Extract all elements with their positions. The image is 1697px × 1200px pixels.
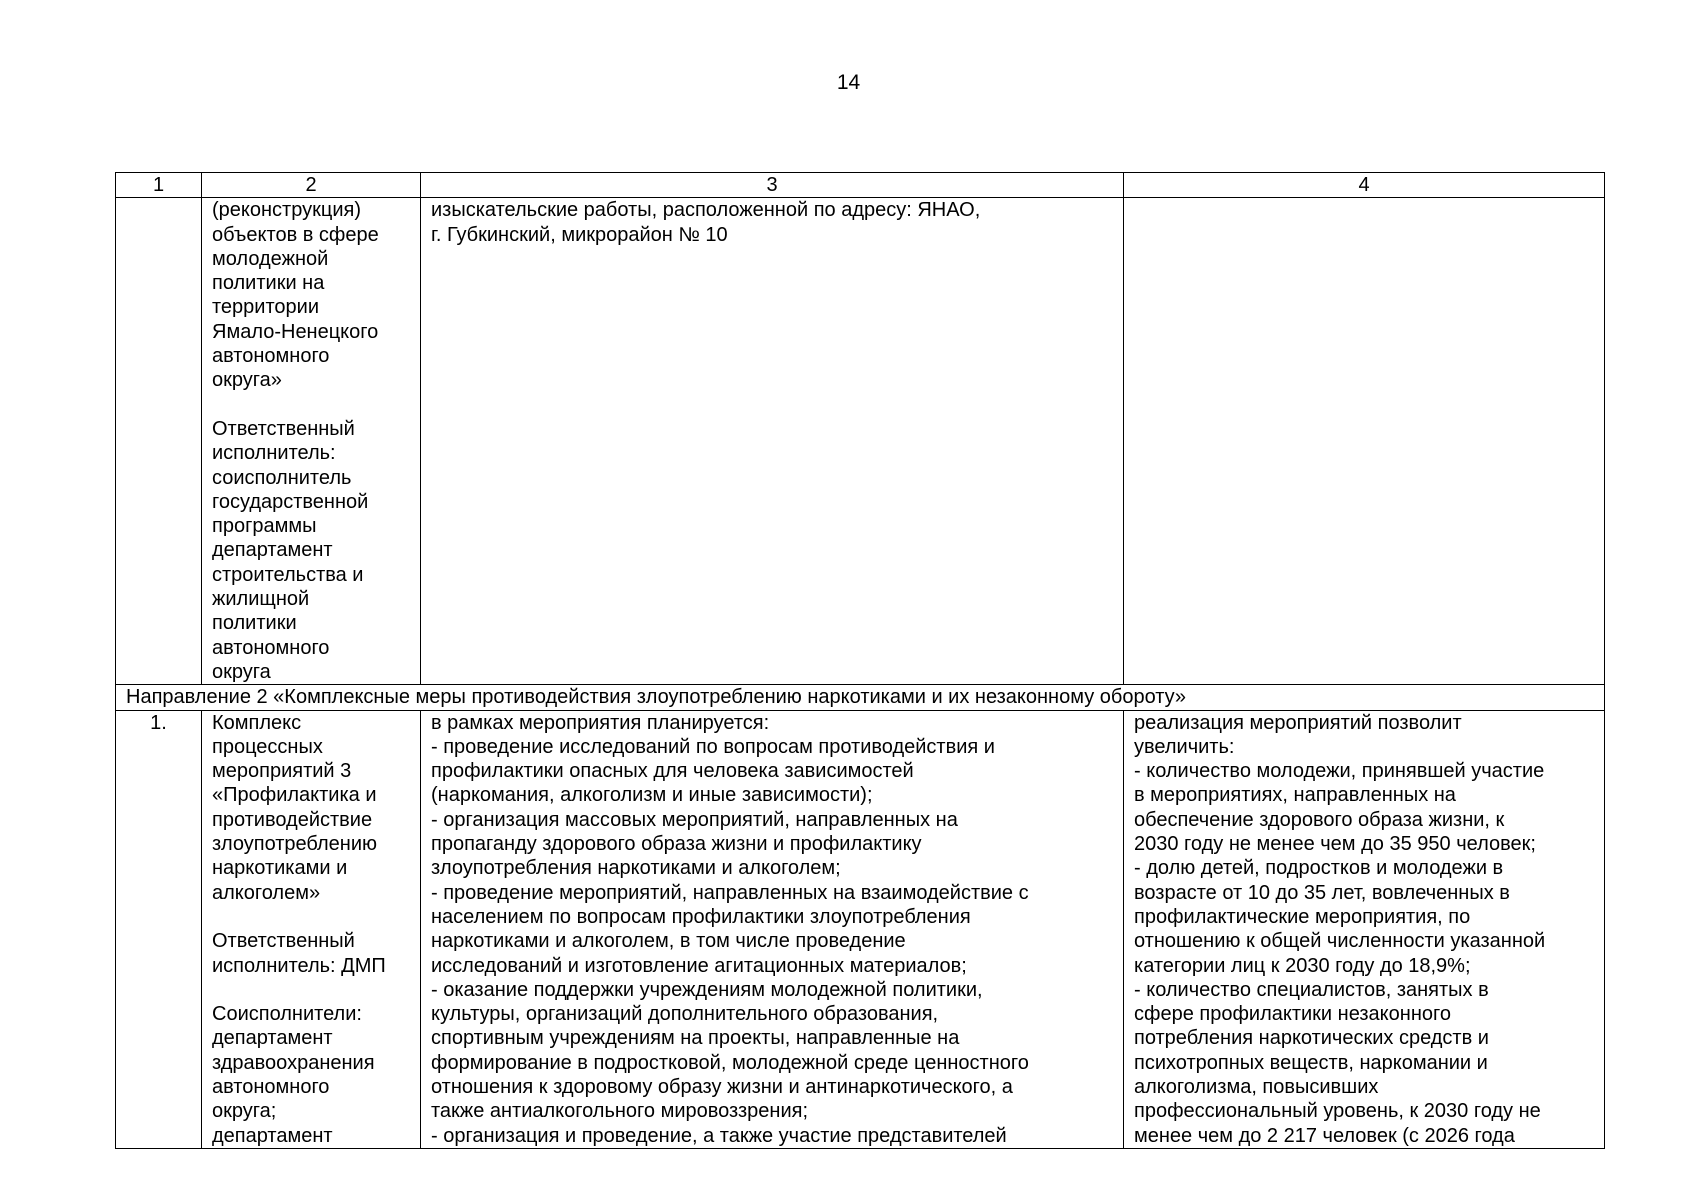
expected-result-cell xyxy=(1124,198,1605,685)
page-number: 14 xyxy=(836,71,861,94)
program-table xyxy=(115,172,1605,1149)
event-name-cell: (реконструкция) объектов в сфере молодежной политики на территории Ямало-Ненецкого автономного округа» Ответственный исполнитель: соисполнитель государственной программы департамент строительства и жилищной политики автономного округа xyxy=(202,198,421,685)
event-description-cell: изыскательские работы, расположенной по адресу: ЯНАО, г. Губкинский, микрорайон № 10 xyxy=(421,198,1124,685)
column-number-3: 3 xyxy=(421,173,1124,198)
table-row xyxy=(116,710,1605,1148)
column-number-4: 4 xyxy=(1124,173,1605,198)
event-name-cell: Комплекс процессных мероприятий 3 «Профилактика и противодействие злоупотреблению наркотиками и алкоголем» Ответственный исполнитель: ДМП Соисполнители: департамент здравоохранения автономного округа; департамент xyxy=(202,710,421,1148)
event-description-cell: в рамках мероприятия планируется: - проведение исследований по вопросам противодействия и профилактики опасных для человека зависимостей (наркомания, алкоголизм и иные зависимости); - организация массовых мероприятий, направленных на пропаганду здорового образа жизни и профилактику злоупотребления наркотиками и алкоголем; - проведение мероприятий, направленных на взаимодействие с населением по вопросам профилактики злоупотребления наркотиками и алкоголем, в том числе проведение исследований и изготовление агитационных материалов; - оказание поддержки учреждениям молодежной политики, культуры, организаций дополнительного образования, спортивным учреждениям на проекты, направленные на формирование в подростковой, молодежной среде ценностного отношения к здоровому образу жизни и антинаркотического, а также антиалкогольного мировоззрения; - организация и проведение, а также участие представителей xyxy=(421,710,1124,1148)
expected-result-cell: реализация мероприятий позволит увеличить: - количество молодежи, принявшей участие в мероприятиях, направленных на обеспечение здорового образа жизни, к 2030 году не менее чем до 35 950 человек; - долю детей, подростков и молодежи в возрасте от 10 до 35 лет, вовлеченных в профилактические мероприятия, по отношению к общей численности указанной категории лиц к 2030 году до 18,9%; - количество специалистов, занятых в сфере профилактики незаконного потребления наркотических средств и психотропных веществ, наркомании и алкоголизма, повысивших профессиональный уровень, к 2030 году не менее чем до 2 217 человек (с 2026 года xyxy=(1124,710,1605,1148)
column-number-2: 2 xyxy=(202,173,421,198)
direction-row xyxy=(116,685,1605,710)
row-number-cell: 1. xyxy=(116,710,202,1148)
table-header-row xyxy=(116,173,1605,198)
row-number-cell xyxy=(116,198,202,685)
direction-title: Направление 2 «Комплексные меры противодействия злоупотреблению наркотиками и их незаконному обороту» xyxy=(116,685,1605,710)
column-number-1: 1 xyxy=(116,173,202,198)
table-row xyxy=(116,198,1605,685)
